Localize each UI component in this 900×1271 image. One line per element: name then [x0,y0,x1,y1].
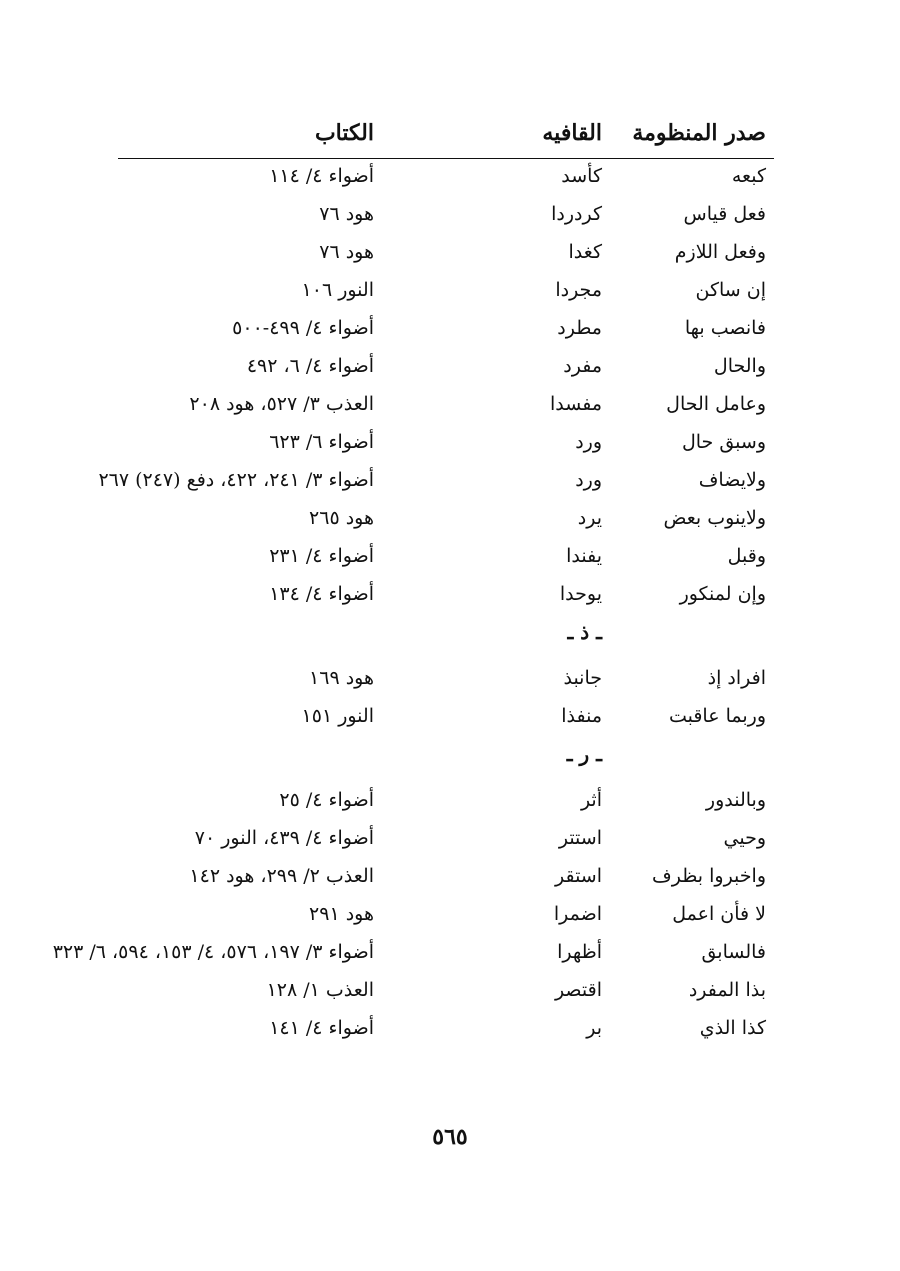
verse-column-header: صدر المنظومة [632,120,766,146]
rhyme-word: اقتصر [554,979,602,1001]
verse-opening: بذا المفرد [688,979,766,1001]
book-reference: أضواء ٤/ ١٣٤ [269,583,374,605]
rhyme-word: أظهرا [557,941,602,963]
rhyme-word: كأسد [561,165,602,187]
verse-opening: افراد إذ [707,667,766,689]
book-reference: أضواء ٤/ ٤٣٩، النور ٧٠ [194,827,374,849]
table-row [118,236,774,274]
section-letter: ـ ذ ـ [567,620,602,644]
table-row [118,860,774,898]
rhyme-word: كردردا [551,203,602,225]
table-row [98,464,774,502]
verse-opening: واخبروا بظرف [652,865,766,887]
rhyme-word: منفذا [561,705,602,727]
verse-opening: وربما عاقبت [668,705,766,727]
rhyme-word: استتر [558,827,602,849]
section-letter: ـ ر ـ [566,742,602,766]
verse-opening: إن ساكن [695,279,766,301]
table-row [118,974,774,1012]
rhyme-word: مفسدا [550,393,602,415]
rhyme-word: جانبذ [563,667,602,689]
rhyme-column-header: القافيه [542,120,602,146]
table-row [118,784,774,822]
rhyme-word: مجردا [555,279,602,301]
rhyme-word: كغدا [568,241,602,263]
book-reference: هود ٧٦ [319,203,374,225]
verse-opening: وقبل [727,545,766,567]
verse-opening: وإن لمنكور [679,583,766,605]
book-reference: أضواء ٤/ ٤٩٩-٥٠٠ [232,317,374,339]
table-row [118,578,774,616]
rhyme-word: بر [586,1017,602,1039]
book-reference: النور ١٠٦ [301,279,374,301]
table-header [118,112,774,154]
index-table-body [52,160,774,1050]
table-row [118,898,774,936]
book-reference: النور ١٥١ [301,705,374,727]
table-row [118,160,774,198]
rhyme-word: استقر [554,865,602,887]
rhyme-word: يفندا [566,545,602,567]
book-reference: أضواء ٤/ ١٤١ [269,1017,374,1039]
book-reference: هود ١٦٩ [309,667,374,689]
book-column-header: الكتاب [314,120,374,146]
verse-opening: فالسابق [701,941,766,963]
verse-opening: كبعه [731,165,766,187]
book-reference: العذب ٣/ ٥٢٧، هود ٢٠٨ [189,393,374,415]
rhyme-word: مفرد [563,355,602,377]
verse-opening: لا فأن اعمل [672,903,766,925]
book-reference: هود ٢٩١ [309,903,374,925]
verse-opening: وفعل اللازم [674,241,766,263]
table-row [118,426,774,464]
verse-opening: فانصب بها [684,317,766,339]
book-reference: أضواء ٣/ ١٩٧، ٥٧٦، ٤/ ١٥٣، ٥٩٤، ٦/ ٣٢٣ [52,941,374,963]
verse-opening: وعامل الحال [666,393,766,415]
book-reference: العذب ٢/ ٢٩٩، هود ١٤٢ [189,865,374,887]
table-row [118,662,774,700]
rhyme-word: يرد [577,507,602,529]
rhyme-word: مطرد [557,317,602,339]
table-row [118,502,774,540]
header-divider [118,158,774,159]
table-row [118,312,774,350]
book-reference: أضواء ٤/ ٦، ٤٩٢ [246,355,374,377]
verse-opening: فعل قياس [683,203,766,225]
book-reference: أضواء ٦/ ٦٢٣ [269,431,374,453]
book-reference: هود ٧٦ [319,241,374,263]
table-row [118,540,774,578]
rhyme-word: ورد [575,469,602,491]
book-reference: هود ٢٦٥ [309,507,374,529]
table-row [118,350,774,388]
table-row [118,822,774,860]
table-row [118,388,774,426]
verse-opening: ولايضاف [698,469,766,491]
section-heading [118,738,774,784]
table-row [118,274,774,312]
book-reference: أضواء ٤/ ٢٥ [279,789,374,811]
rhyme-word: يوحدا [559,583,602,605]
verse-opening: والحال [713,355,766,377]
book-reference: أضواء ٤/ ٢٣١ [269,545,374,567]
table-row [118,700,774,738]
book-reference: العذب ١/ ١٢٨ [266,979,374,1001]
page-number: ٥٦٥ [432,1124,468,1150]
rhyme-word: ورد [575,431,602,453]
book-reference: أضواء ٣/ ٢٤١، ٤٢٢، دفع (٢٤٧) ٢٦٧ [98,469,374,491]
section-heading [118,616,774,662]
table-row [118,198,774,236]
rhyme-word: أثر [580,789,602,811]
rhyme-word: اضمرا [553,903,602,925]
verse-opening: وسبق حال [681,431,766,453]
book-reference: أضواء ٤/ ١١٤ [269,165,374,187]
table-row [52,936,774,974]
verse-opening: وبالندور [705,789,766,811]
verse-opening: وحيي [723,827,766,849]
verse-opening: كذا الذي [699,1017,766,1039]
verse-opening: ولاينوب بعض [663,507,766,529]
table-row [118,1012,774,1050]
